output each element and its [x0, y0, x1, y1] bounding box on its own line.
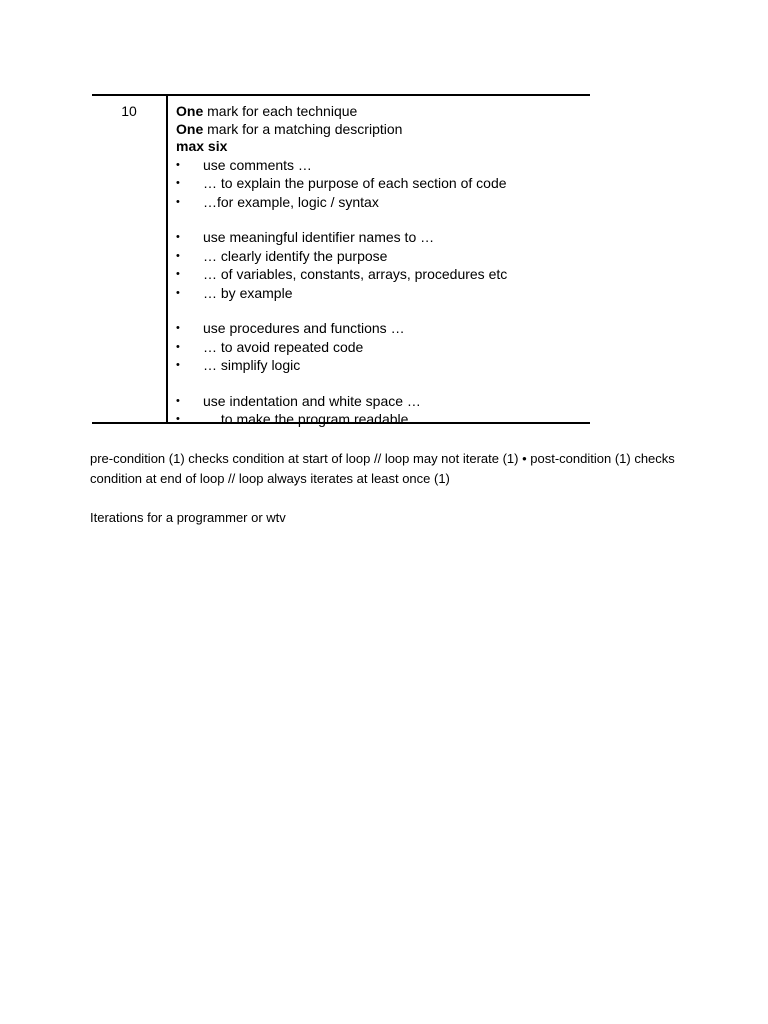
bullet-text: … clearly identify the purpose — [203, 247, 388, 264]
bullet-item — [176, 338, 590, 357]
bullet-text: use comments … — [203, 156, 312, 173]
bullet-text: … to avoid repeated code — [203, 338, 364, 355]
answer-cell — [168, 96, 590, 427]
bullet-item — [176, 156, 590, 175]
bullet-item — [176, 193, 590, 212]
bullet-dot: • — [176, 413, 180, 425]
bullet-groups — [176, 156, 590, 429]
bullet-item — [176, 319, 590, 338]
bullet-dot: • — [176, 158, 180, 171]
bullet-text: … to explain the purpose of each section of code — [203, 175, 507, 191]
iterations-note: Iterations for a programmer or wtv — [90, 510, 286, 525]
bullet-item — [176, 356, 590, 375]
bullet-item — [176, 247, 590, 266]
bullet-dot: • — [176, 177, 180, 189]
bullet-text: …for example, logic / syntax — [203, 193, 379, 210]
header-line: One mark for each technique — [176, 103, 358, 119]
bullet-text: … simplify logic — [203, 357, 301, 373]
question-number: 10 — [92, 96, 168, 422]
bullet-dot: • — [176, 249, 180, 262]
bullet-text: … of variables, constants, arrays, procedures etc — [203, 266, 508, 282]
bullet-item — [176, 265, 590, 284]
bullet-dot: • — [176, 231, 180, 243]
bullet-group — [176, 392, 590, 429]
bullet-dot: • — [176, 268, 180, 280]
bullet-item — [176, 228, 590, 247]
bullet-dot: • — [176, 359, 180, 371]
bullet-group — [176, 228, 590, 302]
bullet-item — [176, 174, 590, 193]
header-line: One mark for a matching description — [176, 120, 403, 137]
bullet-dot: • — [176, 322, 180, 334]
loop-conditions-paragraph: pre-condition (1) checks condition at start of loop // loop may not iterate (1) • post-condition (1) checks condition at end of loop // loop always iterates at least once (1) — [90, 451, 675, 486]
header-line: max six — [176, 138, 228, 154]
bullet-dot: • — [176, 340, 180, 353]
bullet-dot: • — [176, 394, 180, 407]
bullet-text: … by example — [203, 284, 293, 301]
bullet-dot: • — [176, 286, 180, 299]
bullet-item — [176, 284, 590, 303]
bullet-item — [176, 392, 590, 411]
bullet-text: use procedures and functions … — [203, 320, 405, 336]
bullet-text: use meaningful identifier names to … — [203, 229, 435, 245]
bullet-text: … to make the program readable — [203, 411, 409, 427]
bullet-group — [176, 156, 590, 212]
bullet-group — [176, 319, 590, 375]
bullet-dot: • — [176, 195, 180, 208]
bullet-item — [176, 410, 590, 429]
bullet-text: use indentation and white space … — [203, 392, 421, 409]
mark-scheme-table — [92, 94, 590, 427]
